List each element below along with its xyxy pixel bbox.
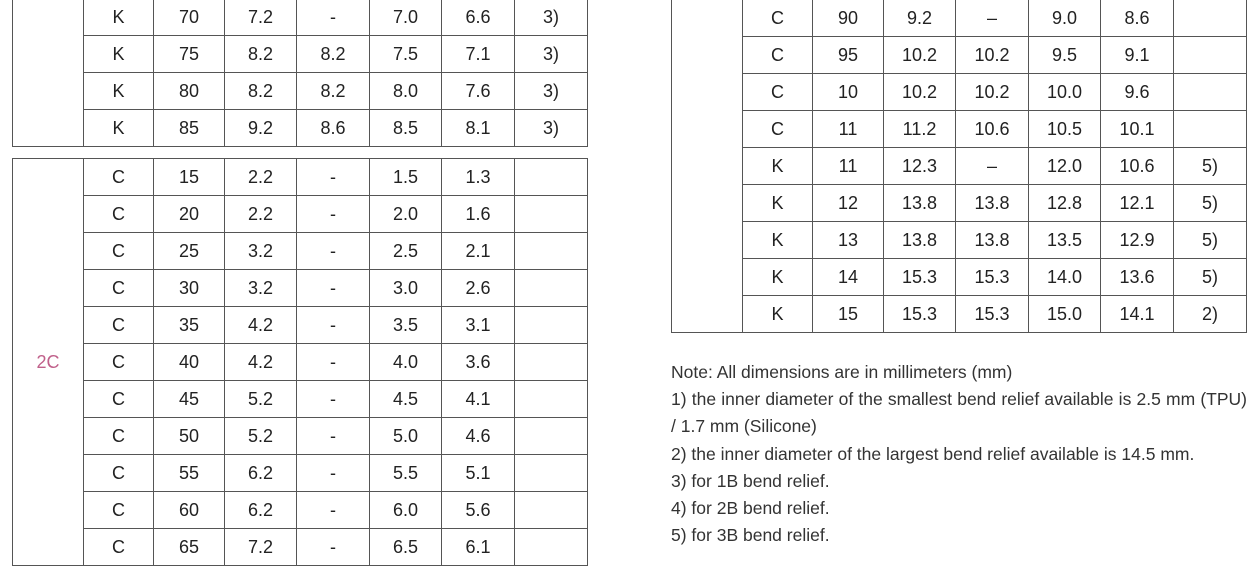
- table-cell: –: [956, 148, 1029, 185]
- table-cell: 3.2: [225, 233, 297, 270]
- table-cell: 9.2: [225, 110, 297, 147]
- group-label-cell: 2C: [13, 159, 84, 566]
- table-cell: -: [297, 455, 370, 492]
- table-cell: K: [743, 185, 813, 222]
- table-cell: 12.0: [1029, 148, 1101, 185]
- table-cell: [515, 196, 588, 233]
- table-row: [13, 307, 588, 344]
- table-cell: [515, 233, 588, 270]
- table-cell: 1.3: [442, 159, 515, 196]
- table-row: [13, 159, 588, 196]
- table-cell: [515, 381, 588, 418]
- table-cell: 13.5: [1029, 222, 1101, 259]
- table-cell: -: [297, 233, 370, 270]
- table-cell: 15.3: [956, 296, 1029, 333]
- table-cell: -: [297, 381, 370, 418]
- table-cell: [515, 344, 588, 381]
- table-cell: C: [84, 529, 154, 566]
- table-cell: -: [297, 492, 370, 529]
- table-cell: 10.6: [1101, 148, 1174, 185]
- table-cell: 14.1: [1101, 296, 1174, 333]
- table-cell: 2.6: [442, 270, 515, 307]
- table-cell: 11: [813, 111, 884, 148]
- table-row: [13, 418, 588, 455]
- table-cell: 3.1: [442, 307, 515, 344]
- table-cell: 8.1: [442, 110, 515, 147]
- table-cell: 9.1: [1101, 37, 1174, 74]
- group-label-cell: [13, 0, 84, 147]
- table-cell: 8.6: [297, 110, 370, 147]
- table-cell: 14.0: [1029, 259, 1101, 296]
- table-cell: C: [84, 492, 154, 529]
- table-cell: 4.5: [370, 381, 442, 418]
- table-cell: 13.6: [1101, 259, 1174, 296]
- table-cell: 12: [813, 185, 884, 222]
- table-cell: 60: [154, 492, 225, 529]
- table-cell: K: [743, 222, 813, 259]
- table-cell: 20: [154, 196, 225, 233]
- table-cell: 90: [813, 0, 884, 37]
- table-cell: 80: [154, 73, 225, 110]
- table-cell: 3.2: [225, 270, 297, 307]
- table-cell: 11.2: [884, 111, 956, 148]
- table-cell: 4.1: [442, 381, 515, 418]
- table-cell: C: [743, 0, 813, 37]
- table-cell: 13.8: [956, 222, 1029, 259]
- table-cell: 12.1: [1101, 185, 1174, 222]
- table-cell: 30: [154, 270, 225, 307]
- table-cell: -: [297, 270, 370, 307]
- table-cell: C: [84, 159, 154, 196]
- table-cell: [1174, 74, 1247, 111]
- table-cell: 2.1: [442, 233, 515, 270]
- table-cell: 7.2: [225, 0, 297, 36]
- table-cell: 7.6: [442, 73, 515, 110]
- table-row: [13, 0, 588, 36]
- table-row: [13, 344, 588, 381]
- table-cell: 10.0: [1029, 74, 1101, 111]
- table-cell: 5): [1174, 222, 1247, 259]
- table-cell: 8.2: [225, 73, 297, 110]
- table-row: [13, 270, 588, 307]
- table-cell: 2.2: [225, 159, 297, 196]
- note-1: 1) the inner diameter of the smallest bend relief available is 2.5 mm (TPU) / 1.7 mm (Silicone): [671, 389, 1247, 437]
- table-cell: 3.6: [442, 344, 515, 381]
- table-cell: 9.5: [1029, 37, 1101, 74]
- table-cell: 6.6: [442, 0, 515, 36]
- table-cell: [1174, 111, 1247, 148]
- table-cell: 5): [1174, 259, 1247, 296]
- table-cell: 1.6: [442, 196, 515, 233]
- table-row: [672, 185, 1247, 222]
- spec-table-2c: [12, 158, 588, 566]
- table-row: [672, 148, 1247, 185]
- notes-block: [671, 359, 1247, 549]
- table-cell: 7.5: [370, 36, 442, 73]
- table-cell: [515, 529, 588, 566]
- table-cell: 5.0: [370, 418, 442, 455]
- table-cell: 13.8: [884, 185, 956, 222]
- table-cell: 5): [1174, 148, 1247, 185]
- table-cell: C: [743, 111, 813, 148]
- table-cell: 9.6: [1101, 74, 1174, 111]
- table-cell: 10.2: [884, 74, 956, 111]
- table-cell: C: [84, 233, 154, 270]
- table-cell: 3.0: [370, 270, 442, 307]
- table-cell: 3): [515, 0, 588, 36]
- table-cell: 5.6: [442, 492, 515, 529]
- table-cell: [1174, 37, 1247, 74]
- table-cell: 2.0: [370, 196, 442, 233]
- table-cell: 8.5: [370, 110, 442, 147]
- spec-table-right: [671, 0, 1247, 333]
- table-cell: 9.0: [1029, 0, 1101, 37]
- table-cell: 15: [813, 296, 884, 333]
- table-cell: 10.6: [956, 111, 1029, 148]
- table-cell: 5.1: [442, 455, 515, 492]
- table-row: [672, 111, 1247, 148]
- table-cell: 8.2: [297, 36, 370, 73]
- note-header: Note: All dimensions are in millimeters (mm): [671, 362, 1013, 382]
- table-cell: K: [84, 110, 154, 147]
- table-row: [13, 36, 588, 73]
- table-cell: K: [84, 0, 154, 36]
- note-5: 5) for 3B bend relief.: [671, 525, 830, 546]
- table-row: [13, 381, 588, 418]
- note-3: 3) for 1B bend relief.: [671, 470, 830, 491]
- table-row: [672, 74, 1247, 111]
- table-cell: 7.1: [442, 36, 515, 73]
- table-cell: 65: [154, 529, 225, 566]
- table-cell: -: [297, 159, 370, 196]
- table-cell: 5.5: [370, 455, 442, 492]
- table-cell: 5.2: [225, 381, 297, 418]
- table-cell: 15.3: [956, 259, 1029, 296]
- table-cell: 3.5: [370, 307, 442, 344]
- table-cell: K: [743, 296, 813, 333]
- table-cell: C: [84, 307, 154, 344]
- table-cell: 8.2: [297, 73, 370, 110]
- table-cell: 11: [813, 148, 884, 185]
- table-cell: 4.2: [225, 307, 297, 344]
- table-cell: 15.3: [884, 296, 956, 333]
- table-cell: 75: [154, 36, 225, 73]
- table-row: [672, 0, 1247, 37]
- table-row: [13, 492, 588, 529]
- table-cell: 6.5: [370, 529, 442, 566]
- table-row: [13, 233, 588, 270]
- table-cell: 2): [1174, 296, 1247, 333]
- table-cell: K: [84, 73, 154, 110]
- table-cell: 13: [813, 222, 884, 259]
- table-cell: 15: [154, 159, 225, 196]
- table-cell: 2.2: [225, 196, 297, 233]
- table-cell: 6.2: [225, 492, 297, 529]
- table-cell: 2.5: [370, 233, 442, 270]
- table-cell: 4.2: [225, 344, 297, 381]
- table-cell: 12.3: [884, 148, 956, 185]
- table-cell: 12.8: [1029, 185, 1101, 222]
- table-cell: 10.1: [1101, 111, 1174, 148]
- table-cell: -: [297, 307, 370, 344]
- table-cell: [515, 270, 588, 307]
- table-cell: 70: [154, 0, 225, 36]
- table-cell: 4.0: [370, 344, 442, 381]
- table-row: [672, 222, 1247, 259]
- table-cell: K: [84, 36, 154, 73]
- table-cell: 9.2: [884, 0, 956, 37]
- table-cell: 8.0: [370, 73, 442, 110]
- table-cell: 10.2: [884, 37, 956, 74]
- table-cell: 14: [813, 259, 884, 296]
- table-cell: 35: [154, 307, 225, 344]
- table-row: [672, 259, 1247, 296]
- table-row: [672, 37, 1247, 74]
- table-cell: 40: [154, 344, 225, 381]
- table-cell: 25: [154, 233, 225, 270]
- table-cell: K: [743, 259, 813, 296]
- table-cell: 6.2: [225, 455, 297, 492]
- table-cell: 7.0: [370, 0, 442, 36]
- table-cell: 5): [1174, 185, 1247, 222]
- table-cell: [515, 418, 588, 455]
- spec-table-top-left: [12, 0, 588, 147]
- table-cell: -: [297, 0, 370, 36]
- table-cell: 50: [154, 418, 225, 455]
- table-cell: 4.6: [442, 418, 515, 455]
- table-cell: 10.5: [1029, 111, 1101, 148]
- table-cell: -: [297, 418, 370, 455]
- table-cell: 10.2: [956, 37, 1029, 74]
- table-cell: 95: [813, 37, 884, 74]
- table-cell: -: [297, 344, 370, 381]
- table-cell: C: [84, 344, 154, 381]
- group-label-cell: [672, 0, 743, 333]
- note-4: 4) for 2B bend relief.: [671, 498, 830, 519]
- table-cell: K: [743, 148, 813, 185]
- table-cell: 15.3: [884, 259, 956, 296]
- table-cell: 3): [515, 110, 588, 147]
- table-cell: 13.8: [956, 185, 1029, 222]
- table-row: [13, 196, 588, 233]
- table-cell: 13.8: [884, 222, 956, 259]
- table-cell: 8.2: [225, 36, 297, 73]
- table-cell: 12.9: [1101, 222, 1174, 259]
- table-cell: 5.2: [225, 418, 297, 455]
- table-row: [672, 296, 1247, 333]
- table-cell: [515, 455, 588, 492]
- table-cell: -: [297, 196, 370, 233]
- table-cell: 3): [515, 36, 588, 73]
- table-cell: 10: [813, 74, 884, 111]
- table-row: [13, 529, 588, 566]
- table-cell: [515, 159, 588, 196]
- table-cell: 7.2: [225, 529, 297, 566]
- table-cell: C: [84, 418, 154, 455]
- table-cell: [515, 492, 588, 529]
- table-cell: 1.5: [370, 159, 442, 196]
- table-cell: -: [297, 529, 370, 566]
- table-cell: C: [84, 270, 154, 307]
- table-cell: C: [743, 74, 813, 111]
- table-cell: 8.6: [1101, 0, 1174, 37]
- table-cell: 10.2: [956, 74, 1029, 111]
- table-cell: 15.0: [1029, 296, 1101, 333]
- table-cell: [1174, 0, 1247, 37]
- table-row: [13, 73, 588, 110]
- table-cell: 45: [154, 381, 225, 418]
- table-row: [13, 455, 588, 492]
- table-cell: C: [84, 455, 154, 492]
- table-cell: 55: [154, 455, 225, 492]
- table-cell: [515, 307, 588, 344]
- table-cell: C: [84, 196, 154, 233]
- table-cell: 3): [515, 73, 588, 110]
- table-cell: 6.0: [370, 492, 442, 529]
- table-cell: C: [84, 381, 154, 418]
- table-cell: –: [956, 0, 1029, 37]
- table-row: [13, 110, 588, 147]
- table-cell: 85: [154, 110, 225, 147]
- table-cell: C: [743, 37, 813, 74]
- note-2: 2) the inner diameter of the largest bend relief available is 14.5 mm.: [671, 443, 1195, 464]
- table-cell: 6.1: [442, 529, 515, 566]
